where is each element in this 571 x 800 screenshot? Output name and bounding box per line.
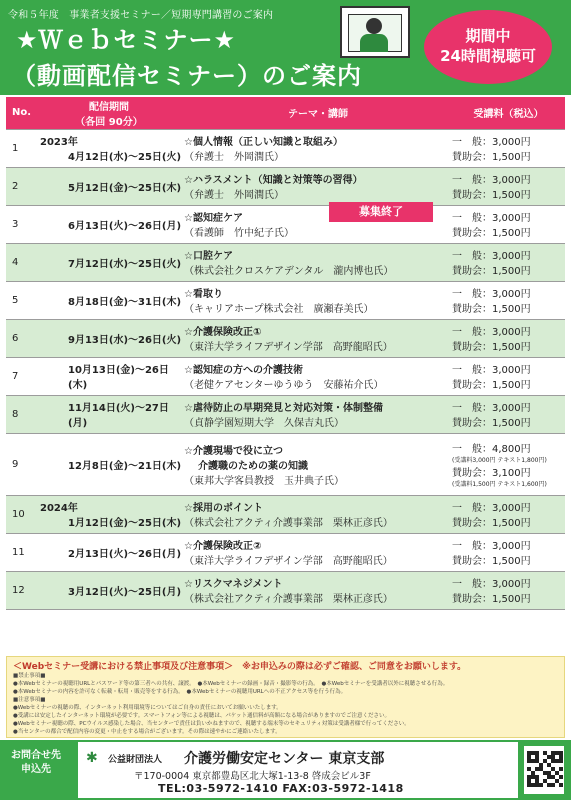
row-theme: ☆個人情報（正しい知識と取組み） <box>184 137 343 148</box>
qr-code-module <box>551 783 555 787</box>
organization-name: 介護労働安定センター 東京支部 <box>184 751 385 767</box>
row-no: 9 <box>6 433 34 495</box>
row-fee-general: 一 般：3,000円 <box>452 289 531 300</box>
organization-address: 〒170-0004 東京都豊島区北大塚1-13-8 啓成会ビル3F <box>134 771 371 782</box>
organization-kind: 公益財団法人 <box>108 755 163 765</box>
row-fee-cell <box>452 129 565 167</box>
row-fee-cell <box>452 167 565 205</box>
qr-code-module <box>559 783 563 787</box>
row-lecturer: （株式会社クロスケアデンタル 瀧内博也氏） <box>184 266 394 277</box>
row-theme-line2: 介護職のための薬の知識 <box>198 460 308 472</box>
person-body-icon <box>360 34 388 52</box>
row-period: 8月18日(金)～31日(木) <box>68 296 182 308</box>
qr-code-module <box>539 783 543 787</box>
row-fee-general: 一 般：3,000円 <box>452 213 531 224</box>
row-lecturer: （東洋大学ライフデザイン学部 高野龍昭氏） <box>184 556 393 567</box>
row-no: 2 <box>6 167 34 205</box>
pre-title: 令和５年度 事業者支援セミナー／短期専門講習のご案内 <box>8 10 274 21</box>
row-theme: ☆介護保険改正② <box>184 541 262 552</box>
row-fee-support: 賛助会：1,500円 <box>452 266 531 277</box>
row-fee-cell <box>452 495 565 533</box>
lecturer-illustration <box>340 6 410 58</box>
row-theme-cell <box>184 571 452 609</box>
row-period: 2月13日(火)～26日(月) <box>68 548 182 560</box>
row-fee-cell <box>452 571 565 609</box>
notice-line2: ●本Webセミナーの内容を許可なく転載・転用・販売等をする行為。 ●本Webセミナーの視聴用URLへの不正アクセス等を行う行為。 <box>13 689 347 695</box>
row-fee-general: 一 般：3,000円 <box>452 365 531 376</box>
qr-code-icon[interactable] <box>524 746 564 794</box>
row-period: 7月12日(水)～25日(火) <box>68 258 182 270</box>
row-year: 2023年 <box>40 137 78 148</box>
table-row <box>6 129 565 167</box>
organization-phone: TEL:03-5972-1410 FAX:03-5972-1418 <box>158 782 404 795</box>
row-fee-support: 賛助会：1,500円 <box>452 380 531 391</box>
header-theme: テーマ・講師 <box>184 97 452 129</box>
row-period-cell <box>34 433 184 495</box>
row-theme-cell <box>184 495 452 533</box>
row-theme-cell <box>184 357 452 395</box>
row-no: 8 <box>6 395 34 433</box>
row-fee-cell <box>452 433 565 495</box>
page-title-line1: ★Ｗｅｂセミナー★ <box>16 26 237 54</box>
row-fee-cell <box>452 205 565 243</box>
qr-code-module <box>559 775 563 779</box>
notice-line4: ●受講には安定したインターネット環境が必要です。スマートフォン等による視聴は、パケット通信料が高額になる場合がありますのでご注意ください。 <box>13 713 391 719</box>
table-row <box>6 205 565 243</box>
row-fee-support: 賛助会：1,500円 <box>452 304 531 315</box>
row-fee-general: 一 般：3,000円 <box>452 175 531 186</box>
row-theme: ☆採用のポイント <box>184 503 263 514</box>
row-theme: ☆認知症の方への介護技術 <box>184 365 303 376</box>
seminar-table <box>6 97 565 610</box>
row-fee-support-note: (受講料1,500円 テキスト1,600円) <box>452 481 547 488</box>
contact-label <box>6 744 66 790</box>
row-period: 9月13日(水)～26日(火) <box>68 334 182 346</box>
row-fee-general-note: (受講料3,000円 テキスト1,800円) <box>452 457 547 464</box>
badge-line2: 24時間視聴可 <box>440 47 536 65</box>
notice-line1: ●本Webセミナーの視聴用URLとパスワード等の第三者への共有、譲渡。 ●本Webセミナーの録画・録音・撮影等の行為。 ●本Webセミナーを受講者以外に視聴させる行為。 <box>13 681 449 687</box>
contact-line2: 申込先 <box>21 764 51 775</box>
notice-line5: ●Webセミナー視聴の際、PCウイルス感染した場合、当センターで責任は負いかねますので、視聴する端末等のセキュリティ対策は受講者様で行ってください。 <box>13 721 410 727</box>
row-no: 6 <box>6 319 34 357</box>
row-period: 5月12日(金)～25日(木) <box>68 182 182 194</box>
row-no: 10 <box>6 495 34 533</box>
notice-sub2: ■注意事項■ <box>13 697 46 703</box>
row-lecturer: （貞静学園短期大学 久保吉丸氏） <box>184 418 344 429</box>
row-period-cell <box>34 205 184 243</box>
row-no: 7 <box>6 357 34 395</box>
row-lecturer: （弁護士 外岡潤氏） <box>184 190 284 201</box>
row-period-cell <box>34 357 184 395</box>
row-theme-cell <box>184 319 452 357</box>
row-period-cell <box>34 167 184 205</box>
row-period-cell <box>34 243 184 281</box>
row-fee-support: 賛助会：1,500円 <box>452 556 531 567</box>
row-fee-cell <box>452 357 565 395</box>
row-fee-support: 賛助会：1,500円 <box>452 190 531 201</box>
header-period-sub: （各回 90分） <box>75 116 143 128</box>
row-period-cell <box>34 533 184 571</box>
row-theme-cell <box>184 433 452 495</box>
row-no: 11 <box>6 533 34 571</box>
table-row <box>6 495 565 533</box>
row-fee-support: 賛助会：1,500円 <box>452 152 531 163</box>
row-theme-cell <box>184 243 452 281</box>
row-period: 6月13日(火)～26日(月) <box>68 220 182 232</box>
row-theme-cell <box>184 129 452 167</box>
row-theme: ☆口腔ケア <box>184 251 233 262</box>
row-lecturer: （弁護士 外岡潤氏） <box>184 152 284 163</box>
row-fee-support: 賛助会：1,500円 <box>452 228 531 239</box>
row-fee-support: 賛助会：3,100円 <box>452 468 531 479</box>
row-no: 12 <box>6 571 34 609</box>
row-theme: ☆虐待防止の早期発見と対応対策・体制整備 <box>184 403 383 414</box>
row-theme: ☆認知症ケア <box>184 213 243 224</box>
row-fee-support: 賛助会：1,500円 <box>452 342 531 353</box>
row-no: 4 <box>6 243 34 281</box>
table-row <box>6 243 565 281</box>
row-fee-cell <box>452 281 565 319</box>
row-no: 5 <box>6 281 34 319</box>
notice-sub1: ■禁止事項■ <box>13 673 46 679</box>
row-lecturer: （看護師 竹中紀子氏） <box>184 228 294 239</box>
row-period-cell <box>34 129 184 167</box>
row-fee-support: 賛助会：1,500円 <box>452 518 531 529</box>
row-period: 3月12日(火)～25日(月) <box>68 586 182 598</box>
row-lecturer: （株式会社アクティ介護事業部 栗林正彦氏） <box>184 594 393 605</box>
row-theme-cell <box>184 395 452 433</box>
row-fee-general: 一 般：3,000円 <box>452 541 531 552</box>
row-lecturer: （東邦大学客員教授 玉井典子氏） <box>184 475 344 487</box>
notice-line3: ●Webセミナーの視聴の際、インターネット利用環境等についてはご自身の責任においてお願いいたします。 <box>13 705 282 711</box>
row-period: 12月8日(金)～21日(木) <box>68 460 182 472</box>
row-no: 1 <box>6 129 34 167</box>
row-lecturer: （東洋大学ライフデザイン学部 高野龍昭氏） <box>184 342 393 353</box>
table-row <box>6 319 565 357</box>
table-header-row <box>6 97 565 129</box>
row-theme: ☆介護保険改正① <box>184 327 262 338</box>
page-title-line2: （動画配信セミナー）のご案内 <box>12 62 362 90</box>
row-fee-cell <box>452 319 565 357</box>
row-theme-cell <box>184 281 452 319</box>
row-theme-cell <box>184 167 452 205</box>
row-period-cell <box>34 319 184 357</box>
notice-line6: ●当センターの都合で配信内容の変更・中止をする場合がございます。その際は速やかにご連絡いたします。 <box>13 729 281 735</box>
row-theme: ☆介護現場で役に立つ <box>184 445 283 457</box>
qr-code-module <box>559 767 563 771</box>
contact-line1: お問合せ先 <box>11 750 61 761</box>
row-theme: ☆看取り <box>184 289 223 300</box>
row-period-cell <box>34 395 184 433</box>
row-fee-general: 一 般：3,000円 <box>452 579 531 590</box>
row-fee-support: 賛助会：1,500円 <box>452 418 531 429</box>
table-row <box>6 281 565 319</box>
availability-badge <box>424 10 552 84</box>
row-lecturer: （老健ケアセンターゆうゆう 安藤祐介氏） <box>184 380 384 391</box>
row-theme-cell <box>184 533 452 571</box>
row-fee-support: 賛助会：1,500円 <box>452 594 531 605</box>
row-period: 10月13日(金)～26日(木) <box>68 365 169 391</box>
row-fee-general: 一 般：4,800円 <box>452 444 531 455</box>
table-row <box>6 395 565 433</box>
row-fee-general: 一 般：3,000円 <box>452 251 531 262</box>
row-period-cell <box>34 281 184 319</box>
notice-box <box>6 656 565 738</box>
row-theme: ☆リスクマネジメント <box>184 579 283 590</box>
header-fee: 受講料（税込） <box>452 97 565 129</box>
row-lecturer: （株式会社アクティ介護事業部 栗林正彦氏） <box>184 518 393 529</box>
row-period: 1月12日(金)～25日(木) <box>68 518 182 529</box>
header-period <box>34 97 184 129</box>
notice-heading: ＜Webセミナー受講における禁止事項及び注意事項＞ ※お申込みの際は必ずご確認、ご同意をお願いします。 <box>13 662 467 672</box>
row-year: 2024年 <box>40 503 78 514</box>
table-row <box>6 433 565 495</box>
table-row <box>6 357 565 395</box>
row-fee-cell <box>452 243 565 281</box>
row-period-cell <box>34 495 184 533</box>
row-fee-general: 一 般：3,000円 <box>452 503 531 514</box>
header-period-label: 配信期間 <box>89 101 129 113</box>
organization-info <box>78 742 518 798</box>
table-row <box>6 533 565 571</box>
table-row <box>6 571 565 609</box>
row-fee-general: 一 般：3,000円 <box>452 137 531 148</box>
qr-code-module <box>559 759 563 763</box>
row-period-cell <box>34 571 184 609</box>
row-fee-cell <box>452 533 565 571</box>
row-fee-cell <box>452 395 565 433</box>
person-head-icon <box>366 18 382 34</box>
row-theme: ☆ハラスメント（知識と対策等の習得） <box>184 175 363 186</box>
organization-logo-icon: ✱ <box>86 750 98 766</box>
table-row <box>6 167 565 205</box>
row-period: 4月12日(水)～25日(火) <box>68 152 182 163</box>
header-no: No. <box>6 97 34 129</box>
row-no: 3 <box>6 205 34 243</box>
badge-line1: 期間中 <box>465 27 511 45</box>
row-fee-general: 一 般：3,000円 <box>452 327 531 338</box>
row-lecturer: （キャリアホープ株式会社 廣瀬春美氏） <box>184 304 374 315</box>
row-period: 11月14日(火)～27日(月) <box>68 403 169 429</box>
registration-closed-badge: 募集終了 <box>329 202 433 222</box>
row-fee-general: 一 般：3,000円 <box>452 403 531 414</box>
